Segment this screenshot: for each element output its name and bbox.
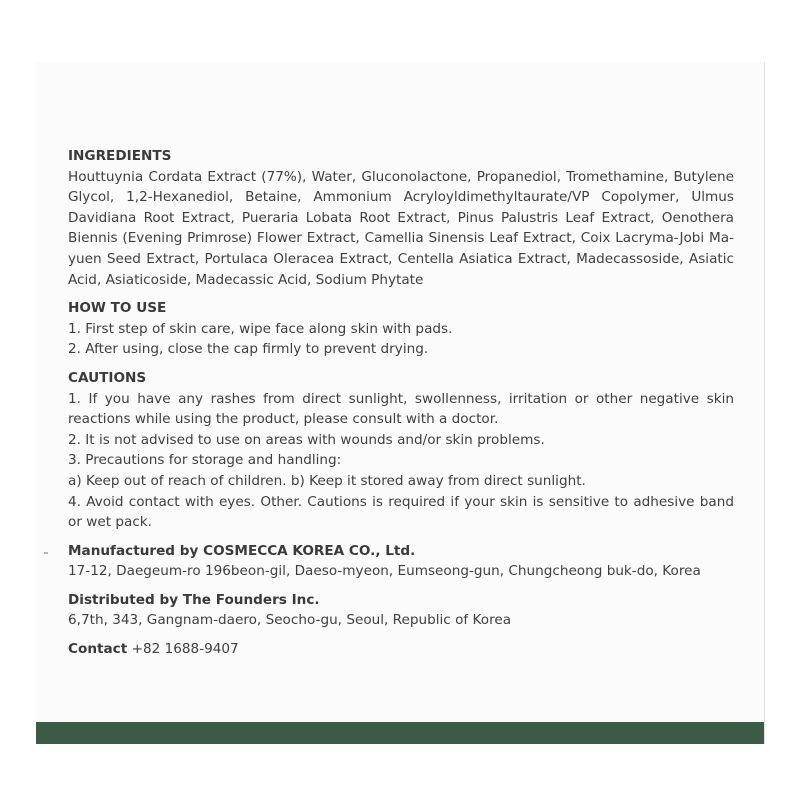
ingredients-section [68,146,734,290]
caution-2: 2. It is not advised to use on areas with wounds and/or skin problems. [68,431,545,448]
contact-phone: +82 1688-9407 [131,641,239,658]
how-to-use-heading: HOW TO USE [68,300,167,317]
distributor-heading: Distributed by The Founders Inc. [68,591,320,608]
contact-label: Contact [68,641,128,658]
contact-line [68,639,734,660]
green-stripe [36,722,764,744]
manufacturer-address: 17-12, Daegeum-ro 196beon-gil, Daeso-myeon, Eumseong-gun, Chungcheong buk-do, Korea [68,563,701,580]
distributor-section [68,590,734,631]
fold-mark [44,552,48,554]
manufacturer-heading: Manufactured by COSMECCA KOREA CO., Ltd. [68,542,416,559]
caution-3: 3. Precautions for storage and handling: [68,452,342,469]
how-to-use-step-1: 1. First step of skin care, wipe face along skin with pads. [68,320,453,337]
ingredients-heading: INGREDIENTS [68,148,172,164]
caution-1: 1. If you have any rashes from direct sunlight, swollenness, irritation or other negative skin reactions while using the product, please consult with a doctor. [68,390,734,428]
distributor-address: 6,7th, 343, Gangnam-daero, Seocho-gu, Seoul, Republic of Korea [68,612,512,629]
how-to-use-step-2: 2. After using, close the cap firmly to prevent drying. [68,341,429,358]
manufacturer-section [68,541,734,582]
cautions-heading: CAUTIONS [68,369,147,386]
caution-4: 4. Avoid contact with eyes. Other. Cautions is required if your skin is sensitive to adhesive band or wet pack. [68,493,734,531]
label-text [68,146,734,668]
ingredients-list: Houttuynia Cordata Extract (77%), Water, Gluconolactone, Propanediol, Tromethamine, Butylene Glycol, 1,2-Hexanediol, Betaine, Ammonium Acryloyldimethyltaurate/VP Copolymer, Ulmus Davidiana Root Extract, Pueraria Lobata Root Extract, Pinus Palustris Leaf Extract, Oenothera Biennis (Evening Primrose) Flower Extract, Camellia Sinensis Leaf Extract, Coix Lacryma-Jobi Ma-yuen Seed Extract, Portulaca Oleracea Extract, Centella Asiatica Extract, Madecassoside, Asiatic Acid, Asiaticoside, Madecassic Acid, Sodium Phytate [68,168,734,288]
caution-3-detail: a) Keep out of reach of children. b) Keep it stored away from direct sunlight. [68,472,586,489]
how-to-use-section [68,298,734,360]
cautions-section [68,368,734,533]
contact-section [68,639,734,660]
